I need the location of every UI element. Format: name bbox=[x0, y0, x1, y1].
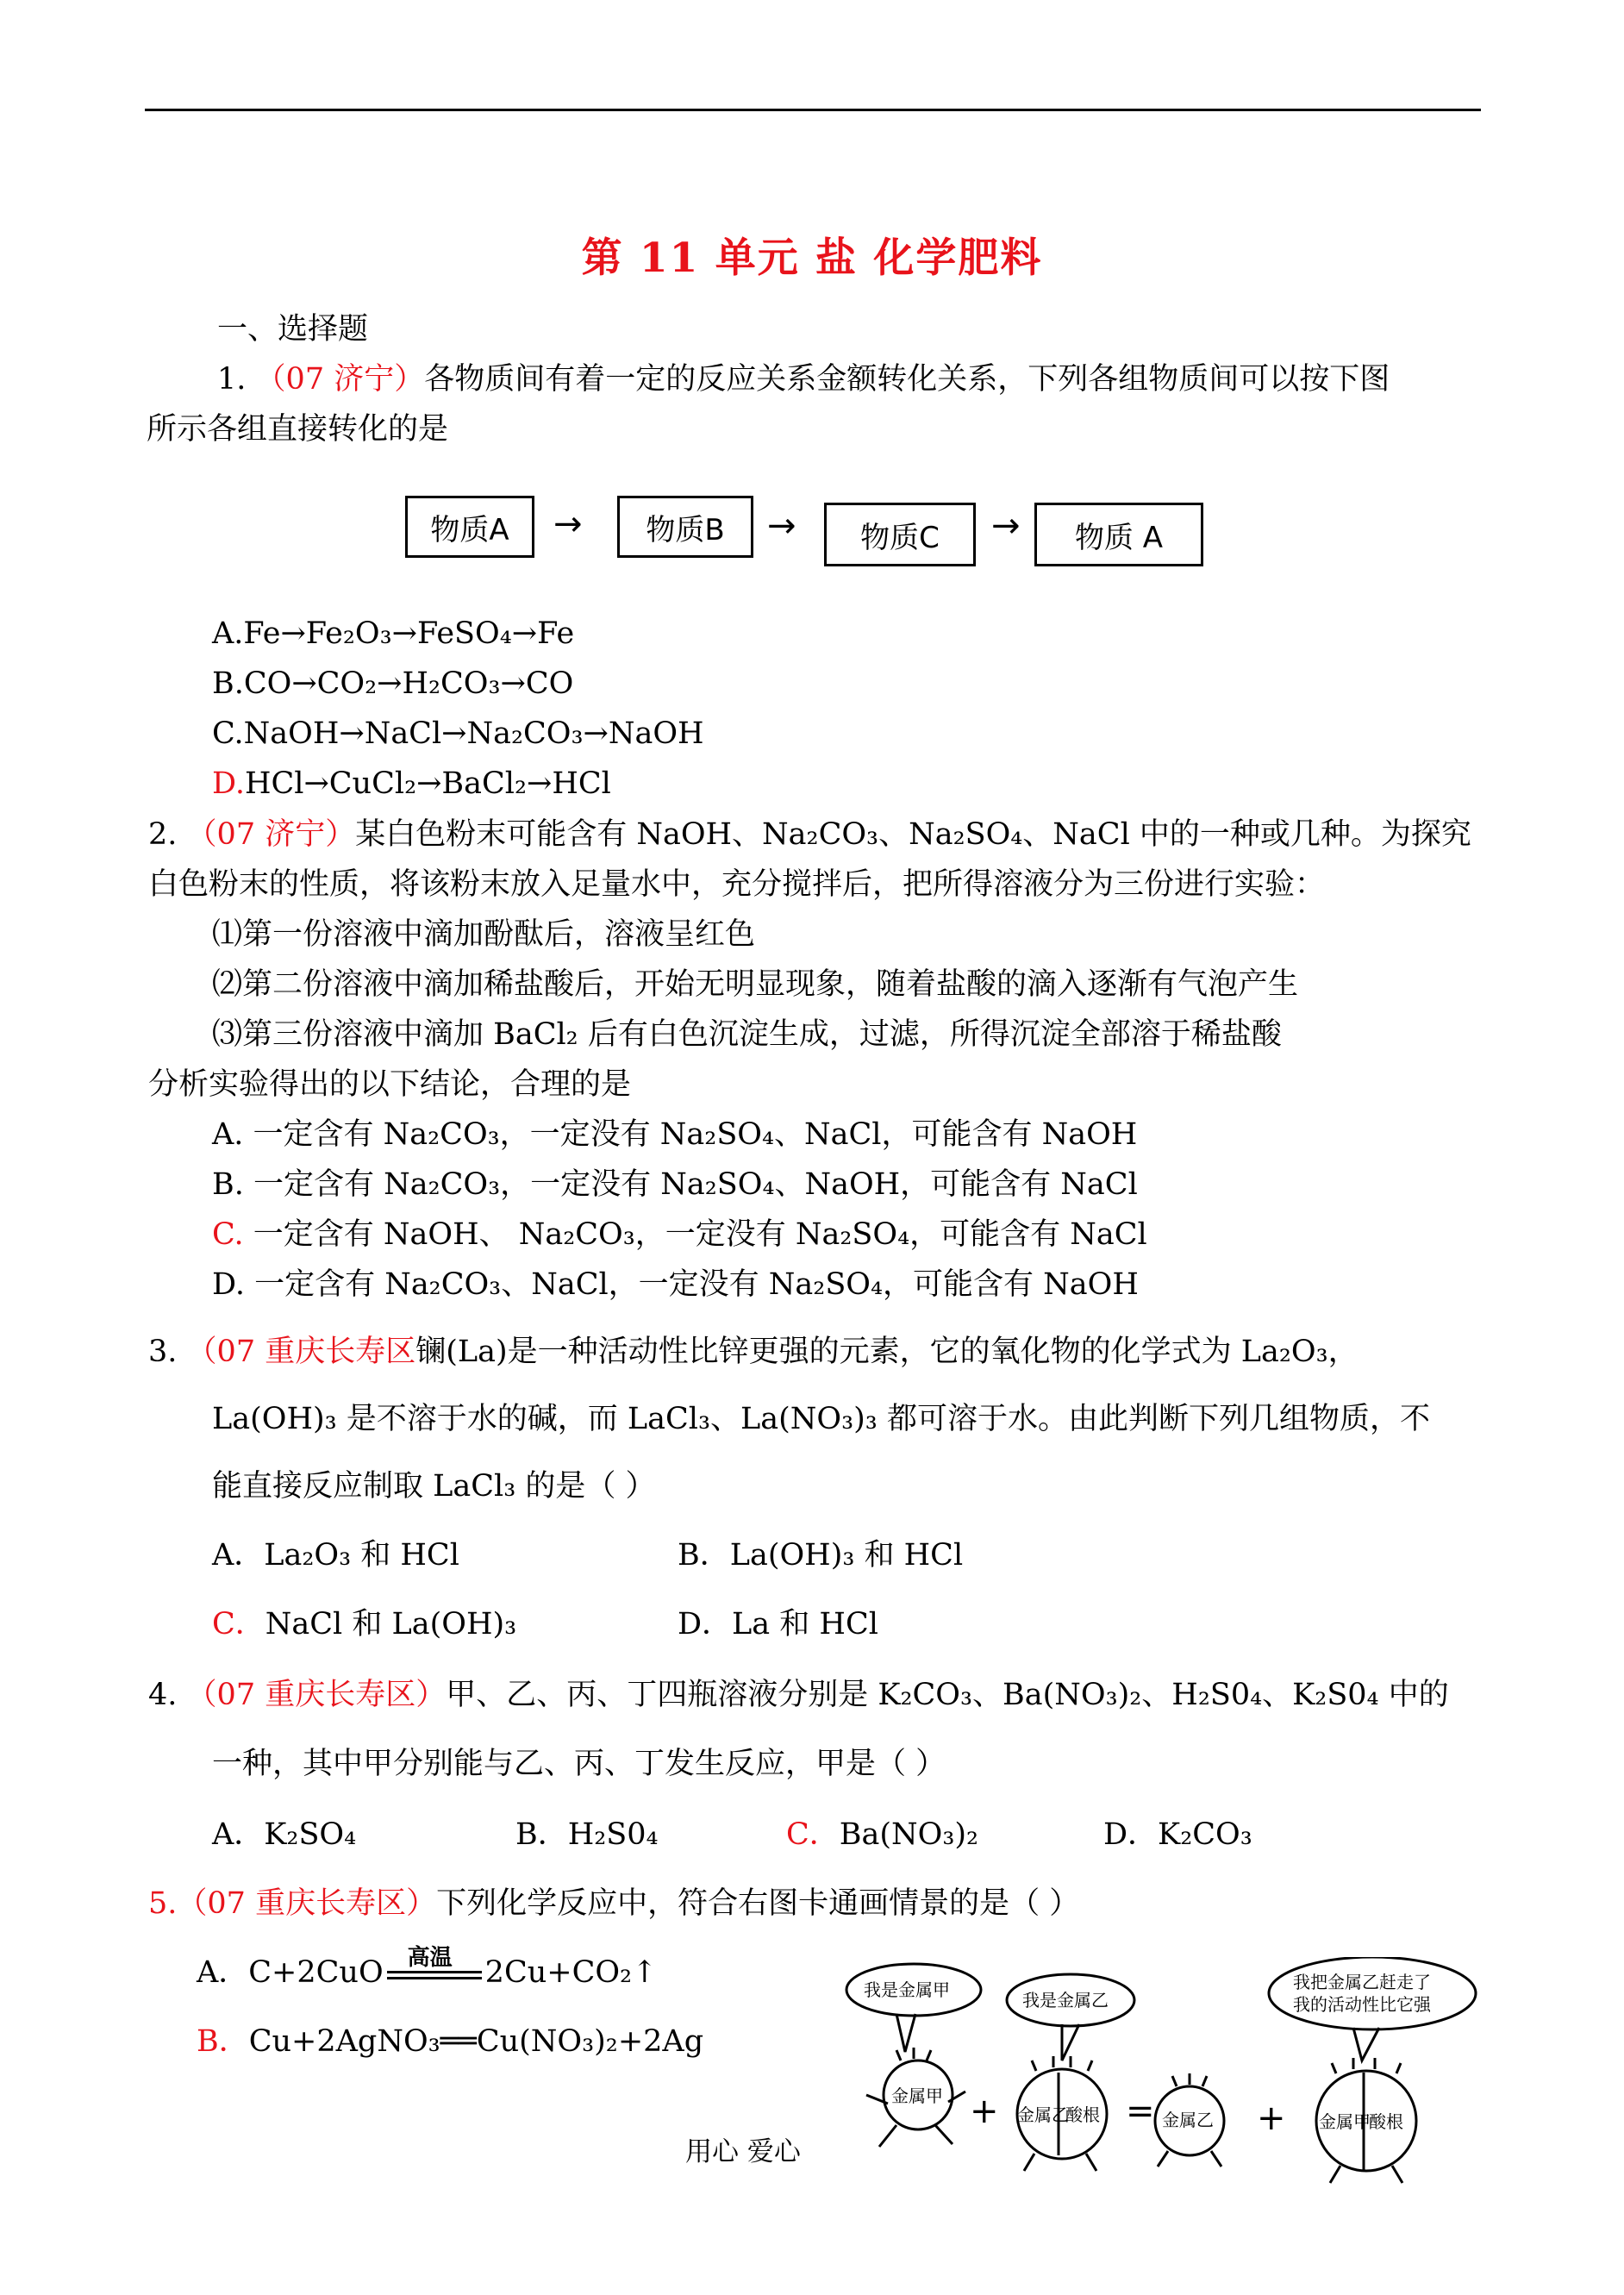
header-rule bbox=[145, 109, 1481, 111]
q2-step3: ⑶第三份溶液中滴加 BaCl₂ 后有白色沉淀生成，过滤，所得沉淀全部溶于稀盐酸 bbox=[212, 1017, 1282, 1052]
q3-option-c-text: NaCl 和 La(OH)₃ bbox=[265, 1607, 517, 1642]
q2-number: 2. bbox=[148, 817, 178, 852]
ball-label-jia: 金属甲 bbox=[891, 2086, 943, 2106]
q3-option-a: A．La₂O₃ 和 HCl bbox=[212, 1538, 459, 1573]
q1-option-d-text: HCl→CuCl₂→BaCl₂→HCl bbox=[244, 766, 611, 801]
q3-answer-letter: C． bbox=[212, 1607, 265, 1642]
q4-option-d: D．K₂CO₃ bbox=[1103, 1817, 1252, 1852]
flow-box-a: 物质A bbox=[405, 496, 534, 558]
q4-source: （07 重庆长寿区） bbox=[186, 1678, 447, 1712]
q5-option-a-reactants: A．C+2CuO bbox=[197, 1955, 384, 1990]
q5-line1 bbox=[148, 1885, 1079, 1923]
q4-stem1: 甲、乙、丙、丁四瓶溶液分别是 K₂CO₃、Ba(NO₃)₂、H₂S0₄、K₂S0₄ 中的 bbox=[446, 1678, 1449, 1712]
flow-arrow-icon: → bbox=[991, 506, 1021, 546]
q5-answer-letter: B． bbox=[197, 2024, 249, 2059]
ball-label-jia2: 金属甲 bbox=[1319, 2111, 1371, 2132]
q4-stem2: 一种，其中甲分别能与乙、丙、丁发生反应，甲是（ ） bbox=[212, 1747, 946, 1781]
q2-step2: ⑵第二份溶液中滴加稀盐酸后，开始无明显现象，随着盐酸的滴入逐渐有气泡产生 bbox=[212, 967, 1299, 1002]
q4-answer-letter: C． bbox=[786, 1817, 840, 1852]
q3-stem3: 能直接反应制取 LaCl₃ 的是（ ） bbox=[212, 1469, 656, 1504]
q5-source: （07 重庆长寿区） bbox=[177, 1886, 437, 1921]
q4-line1 bbox=[148, 1676, 1449, 1714]
ball-label-acid: 酸根 bbox=[1065, 2104, 1100, 2125]
q5-option-a-products: 2Cu+CO₂↑ bbox=[484, 1955, 658, 1990]
q1-line1 bbox=[217, 360, 1390, 398]
q1-option-b: B.CO→CO₂→H₂CO₃→CO bbox=[212, 666, 574, 701]
equation-sign bbox=[384, 1944, 485, 1987]
section-heading: 一、选择题 bbox=[217, 312, 369, 347]
q4-option-a: A．K₂SO₄ bbox=[212, 1817, 357, 1852]
ball-label-yi: 金属乙 bbox=[1017, 2104, 1069, 2125]
bubble-text-yi: 我是金属乙 bbox=[1022, 1990, 1109, 2010]
bubble-text-boast2: 我的活动性比它强 bbox=[1293, 1994, 1431, 2015]
plus-sign-icon: + bbox=[970, 2092, 999, 2131]
q1-source: （07 济宁） bbox=[255, 362, 425, 397]
q2-ask: 分析实验得出的以下结论，合理的是 bbox=[148, 1067, 632, 1102]
ball-label-yi2: 金属乙 bbox=[1162, 2110, 1214, 2130]
q1-stem1: 各物质间有着一定的反应关系金额转化关系，下列各组物质间可以按下图 bbox=[424, 362, 1390, 397]
plus-sign-icon: + bbox=[1257, 2098, 1286, 2138]
q1-option-d bbox=[212, 765, 611, 803]
q1-option-c: C.NaOH→NaCl→Na₂CO₃→NaOH bbox=[212, 716, 704, 751]
reaction-condition: 高温 bbox=[407, 1944, 453, 1971]
q1-flow-diagram bbox=[405, 496, 1215, 573]
flow-arrow-icon: → bbox=[553, 504, 583, 544]
q1-stem2: 所示各组直接转化的是 bbox=[147, 412, 449, 447]
q2-option-d: D. 一定含有 Na₂CO₃、NaCl，一定没有 Na₂SO₄，可能含有 NaOH bbox=[212, 1267, 1139, 1302]
flow-box-b: 物质B bbox=[617, 496, 753, 558]
q4-option-c bbox=[786, 1816, 978, 1854]
q1-number: 1. bbox=[217, 362, 247, 397]
q5-stem: 下列化学反应中，符合右图卡通画情景的是（ ） bbox=[436, 1886, 1080, 1921]
flow-box-a-end: 物质 A bbox=[1034, 503, 1203, 566]
q5-option-a bbox=[197, 1944, 658, 1992]
q2-answer-letter: C. bbox=[212, 1217, 244, 1252]
q2-option-b: B. 一定含有 Na₂CO₃，一定没有 Na₂SO₄、NaOH，可能含有 NaCl bbox=[212, 1167, 1138, 1202]
q2-option-a: A. 一定含有 Na₂CO₃，一定没有 Na₂SO₄、NaCl，可能含有 NaOH bbox=[212, 1117, 1138, 1152]
ball-label-acid2: 酸根 bbox=[1369, 2111, 1403, 2132]
q2-option-c-text: 一定含有 NaOH、 Na₂CO₃，一定没有 Na₂SO₄，可能含有 NaCl bbox=[243, 1217, 1147, 1252]
q2-option-c bbox=[212, 1216, 1147, 1254]
q3-option-d: D．La 和 HCl bbox=[678, 1607, 878, 1642]
q5-number: 5. bbox=[148, 1886, 178, 1921]
metal-displacement-cartoon bbox=[836, 1957, 1543, 2216]
q3-source: （07 重庆长寿区 bbox=[186, 1335, 416, 1369]
q2-source: （07 济宁） bbox=[186, 817, 356, 852]
q3-option-c bbox=[212, 1605, 516, 1643]
q3-number: 3. bbox=[148, 1335, 178, 1369]
q4-option-c-text: Ba(NO₃)₂ bbox=[839, 1817, 979, 1852]
q2-line1 bbox=[148, 816, 1471, 854]
bubble-text-jia: 我是金属甲 bbox=[864, 1979, 950, 2000]
q4-number: 4. bbox=[148, 1678, 178, 1712]
q5-option-b-text: Cu+2AgNO₃══Cu(NO₃)₂+2Ag bbox=[248, 2024, 704, 2059]
flow-box-c: 物质C bbox=[824, 503, 976, 566]
q1-answer-letter: D. bbox=[212, 766, 245, 801]
q1-option-a: A.Fe→Fe₂O₃→FeSO₄→Fe bbox=[212, 616, 575, 651]
page-title: 第 11 单元 盐 化学肥料 bbox=[581, 235, 1043, 282]
q4-option-b: B．H₂S0₄ bbox=[515, 1817, 659, 1852]
flow-arrow-icon: → bbox=[767, 506, 796, 546]
q2-stem1: 某白色粉末可能含有 NaOH、Na₂CO₃、Na₂SO₄、NaCl 中的一种或几种。为探究 bbox=[355, 817, 1471, 852]
q5-option-b bbox=[197, 2023, 703, 2060]
q2-step1: ⑴第一份溶液中滴加酚酞后，溶液呈红色 bbox=[212, 917, 756, 952]
equals-sign-icon: = bbox=[1126, 2092, 1155, 2131]
q3-stem1: 镧(La)是一种活动性比锌更强的元素，它的氧化物的化学式为 La₂O₃， bbox=[415, 1335, 1359, 1369]
q3-line1 bbox=[148, 1333, 1359, 1371]
q3-option-b: B．La(OH)₃ 和 HCl bbox=[678, 1538, 964, 1573]
page-footer: 用心 爱心 bbox=[685, 2136, 801, 2167]
q3-stem2: La(OH)₃ 是不溶于水的碱，而 LaCl₃、La(NO₃)₃ 都可溶于水。由此判断下列几组物质，不 bbox=[212, 1402, 1430, 1436]
q2-stem2: 白色粉末的性质，将该粉末放入足量水中，充分搅拌后，把所得溶液分为三份进行实验： bbox=[148, 867, 1326, 902]
bubble-text-boast1: 我把金属乙赶走了 bbox=[1293, 1972, 1431, 1992]
